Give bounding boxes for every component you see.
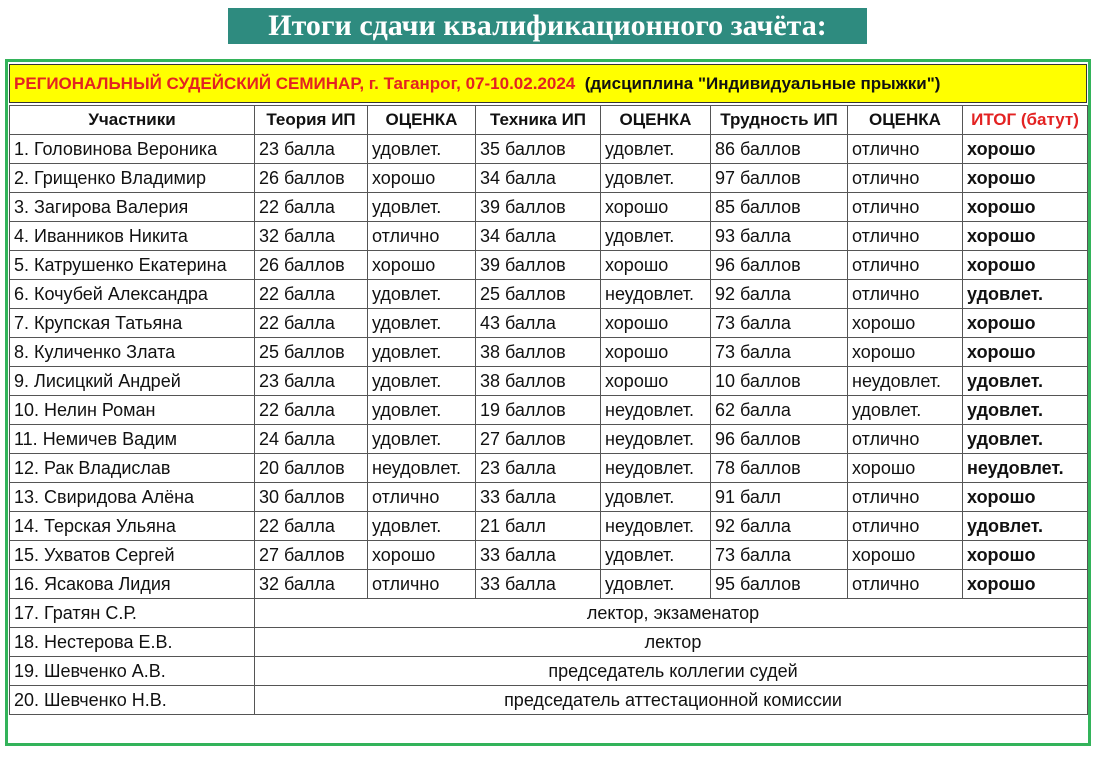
- difficulty-score: 10 баллов: [711, 367, 848, 396]
- theory-score: 23 балла: [255, 135, 368, 164]
- difficulty-score: 96 баллов: [711, 425, 848, 454]
- technique-score: 43 балла: [476, 309, 601, 338]
- final-result: хорошо: [963, 483, 1088, 512]
- theory-grade: удовлет.: [368, 338, 476, 367]
- col-theory-grade: ОЦЕНКА: [368, 106, 476, 135]
- table-row: [10, 193, 1088, 222]
- theory-grade: удовлет.: [368, 309, 476, 338]
- difficulty-grade: удовлет.: [848, 396, 963, 425]
- technique-grade: удовлет.: [601, 483, 711, 512]
- difficulty-grade: отлично: [848, 222, 963, 251]
- final-result: удовлет.: [963, 512, 1088, 541]
- technique-score: 33 балла: [476, 541, 601, 570]
- theory-score: 22 балла: [255, 396, 368, 425]
- technique-grade: неудовлет.: [601, 512, 711, 541]
- col-technique-grade: ОЦЕНКА: [601, 106, 711, 135]
- final-result: хорошо: [963, 164, 1088, 193]
- difficulty-score: 96 баллов: [711, 251, 848, 280]
- table-row: [10, 280, 1088, 309]
- results-table: [9, 105, 1088, 715]
- difficulty-score: 73 балла: [711, 309, 848, 338]
- theory-grade: хорошо: [368, 164, 476, 193]
- header-row: [10, 106, 1088, 135]
- participant-name: 11. Немичев Вадим: [10, 425, 255, 454]
- participant-name: 1. Головинова Вероника: [10, 135, 255, 164]
- difficulty-grade: отлично: [848, 164, 963, 193]
- difficulty-grade: отлично: [848, 135, 963, 164]
- technique-grade: неудовлет.: [601, 280, 711, 309]
- technique-grade: удовлет.: [601, 541, 711, 570]
- technique-score: 21 балл: [476, 512, 601, 541]
- difficulty-score: 97 баллов: [711, 164, 848, 193]
- participant-name: 12. Рак Владислав: [10, 454, 255, 483]
- theory-score: 26 баллов: [255, 164, 368, 193]
- theory-score: 32 балла: [255, 222, 368, 251]
- table-row: [10, 309, 1088, 338]
- seminar-banner: [9, 64, 1087, 103]
- theory-grade: удовлет.: [368, 280, 476, 309]
- banner-seminar-title: РЕГИОНАЛЬНЫЙ СУДЕЙСКИЙ СЕМИНАР, г. Таганрог, 07-10.02.2024: [14, 74, 576, 93]
- technique-grade: неудовлет.: [601, 425, 711, 454]
- difficulty-score: 93 балла: [711, 222, 848, 251]
- technique-score: 27 баллов: [476, 425, 601, 454]
- theory-grade: отлично: [368, 222, 476, 251]
- theory-score: 22 балла: [255, 512, 368, 541]
- technique-grade: неудовлет.: [601, 454, 711, 483]
- theory-score: 30 баллов: [255, 483, 368, 512]
- final-result: хорошо: [963, 570, 1088, 599]
- table-row: [10, 512, 1088, 541]
- theory-grade: удовлет.: [368, 425, 476, 454]
- final-result: хорошо: [963, 251, 1088, 280]
- technique-grade: удовлет.: [601, 570, 711, 599]
- difficulty-score: 73 балла: [711, 541, 848, 570]
- difficulty-score: 85 баллов: [711, 193, 848, 222]
- col-technique: Техника ИП: [476, 106, 601, 135]
- table-row: [10, 599, 1088, 628]
- theory-score: 22 балла: [255, 193, 368, 222]
- staff-name: 17. Гратян С.Р.: [10, 599, 255, 628]
- difficulty-score: 62 балла: [711, 396, 848, 425]
- technique-grade: хорошо: [601, 251, 711, 280]
- difficulty-score: 86 баллов: [711, 135, 848, 164]
- table-row: [10, 541, 1088, 570]
- staff-name: 19. Шевченко А.В.: [10, 657, 255, 686]
- difficulty-grade: отлично: [848, 193, 963, 222]
- table-row: [10, 628, 1088, 657]
- theory-grade: хорошо: [368, 541, 476, 570]
- technique-score: 34 балла: [476, 222, 601, 251]
- theory-grade: отлично: [368, 483, 476, 512]
- table-row: [10, 425, 1088, 454]
- col-difficulty: Трудность ИП: [711, 106, 848, 135]
- final-result: хорошо: [963, 309, 1088, 338]
- difficulty-grade: отлично: [848, 483, 963, 512]
- theory-score: 27 баллов: [255, 541, 368, 570]
- table-row: [10, 483, 1088, 512]
- theory-score: 26 баллов: [255, 251, 368, 280]
- table-row: [10, 396, 1088, 425]
- difficulty-score: 92 балла: [711, 512, 848, 541]
- difficulty-grade: отлично: [848, 280, 963, 309]
- staff-name: 20. Шевченко Н.В.: [10, 686, 255, 715]
- final-result: неудовлет.: [963, 454, 1088, 483]
- table-row: [10, 686, 1088, 715]
- difficulty-score: 73 балла: [711, 338, 848, 367]
- technique-score: 39 баллов: [476, 193, 601, 222]
- theory-score: 25 баллов: [255, 338, 368, 367]
- difficulty-grade: отлично: [848, 570, 963, 599]
- table-row: [10, 222, 1088, 251]
- theory-grade: хорошо: [368, 251, 476, 280]
- difficulty-score: 92 балла: [711, 280, 848, 309]
- technique-score: 35 баллов: [476, 135, 601, 164]
- participant-name: 4. Иванников Никита: [10, 222, 255, 251]
- participant-name: 7. Крупская Татьяна: [10, 309, 255, 338]
- technique-grade: неудовлет.: [601, 396, 711, 425]
- technique-score: 19 баллов: [476, 396, 601, 425]
- final-result: хорошо: [963, 222, 1088, 251]
- final-result: хорошо: [963, 193, 1088, 222]
- table-row: [10, 657, 1088, 686]
- table-row: [10, 454, 1088, 483]
- participant-name: 15. Ухватов Сергей: [10, 541, 255, 570]
- theory-score: 32 балла: [255, 570, 368, 599]
- staff-role: председатель аттестационной комиссии: [255, 686, 1088, 715]
- col-final-result: ИТОГ (батут): [963, 106, 1088, 135]
- difficulty-grade: отлично: [848, 425, 963, 454]
- final-result: хорошо: [963, 338, 1088, 367]
- theory-score: 23 балла: [255, 367, 368, 396]
- technique-score: 38 баллов: [476, 367, 601, 396]
- difficulty-grade: неудовлет.: [848, 367, 963, 396]
- page-title: Итоги сдачи квалификационного зачёта:: [228, 8, 867, 44]
- difficulty-grade: хорошо: [848, 338, 963, 367]
- participant-name: 13. Свиридова Алёна: [10, 483, 255, 512]
- technique-grade: хорошо: [601, 367, 711, 396]
- final-result: удовлет.: [963, 280, 1088, 309]
- theory-grade: удовлет.: [368, 193, 476, 222]
- theory-score: 24 балла: [255, 425, 368, 454]
- difficulty-score: 78 баллов: [711, 454, 848, 483]
- technique-score: 23 балла: [476, 454, 601, 483]
- final-result: удовлет.: [963, 425, 1088, 454]
- final-result: удовлет.: [963, 367, 1088, 396]
- participant-name: 10. Нелин Роман: [10, 396, 255, 425]
- col-participants: Участники: [10, 106, 255, 135]
- staff-name: 18. Нестерова Е.В.: [10, 628, 255, 657]
- theory-score: 22 балла: [255, 309, 368, 338]
- technique-score: 34 балла: [476, 164, 601, 193]
- participant-name: 6. Кочубей Александра: [10, 280, 255, 309]
- technique-grade: удовлет.: [601, 222, 711, 251]
- table-row: [10, 135, 1088, 164]
- final-result: удовлет.: [963, 396, 1088, 425]
- technique-score: 39 баллов: [476, 251, 601, 280]
- theory-grade: неудовлет.: [368, 454, 476, 483]
- difficulty-grade: хорошо: [848, 309, 963, 338]
- technique-grade: хорошо: [601, 309, 711, 338]
- difficulty-score: 91 балл: [711, 483, 848, 512]
- col-difficulty-grade: ОЦЕНКА: [848, 106, 963, 135]
- final-result: хорошо: [963, 541, 1088, 570]
- difficulty-grade: отлично: [848, 251, 963, 280]
- technique-score: 38 баллов: [476, 338, 601, 367]
- table-row: [10, 164, 1088, 193]
- technique-score: 33 балла: [476, 483, 601, 512]
- technique-grade: удовлет.: [601, 164, 711, 193]
- technique-score: 25 баллов: [476, 280, 601, 309]
- staff-role: лектор, экзаменатор: [255, 599, 1088, 628]
- theory-score: 20 баллов: [255, 454, 368, 483]
- participant-name: 9. Лисицкий Андрей: [10, 367, 255, 396]
- theory-grade: удовлет.: [368, 367, 476, 396]
- participant-name: 14. Терская Ульяна: [10, 512, 255, 541]
- theory-grade: отлично: [368, 570, 476, 599]
- participant-name: 8. Куличенко Злата: [10, 338, 255, 367]
- technique-score: 33 балла: [476, 570, 601, 599]
- difficulty-grade: хорошо: [848, 454, 963, 483]
- col-theory: Теория ИП: [255, 106, 368, 135]
- table-row: [10, 338, 1088, 367]
- theory-grade: удовлет.: [368, 135, 476, 164]
- staff-role: председатель коллегии судей: [255, 657, 1088, 686]
- difficulty-grade: хорошо: [848, 541, 963, 570]
- participant-name: 16. Ясакова Лидия: [10, 570, 255, 599]
- theory-score: 22 балла: [255, 280, 368, 309]
- banner-discipline: (дисциплина "Индивидуальные прыжки"): [584, 74, 941, 93]
- participant-name: 2. Грищенко Владимир: [10, 164, 255, 193]
- technique-grade: хорошо: [601, 193, 711, 222]
- participant-name: 3. Загирова Валерия: [10, 193, 255, 222]
- technique-grade: удовлет.: [601, 135, 711, 164]
- theory-grade: удовлет.: [368, 512, 476, 541]
- difficulty-score: 95 баллов: [711, 570, 848, 599]
- participant-name: 5. Катрушенко Екатерина: [10, 251, 255, 280]
- technique-grade: хорошо: [601, 338, 711, 367]
- difficulty-grade: отлично: [848, 512, 963, 541]
- table-row: [10, 367, 1088, 396]
- table-row: [10, 251, 1088, 280]
- final-result: хорошо: [963, 135, 1088, 164]
- table-row: [10, 570, 1088, 599]
- theory-grade: удовлет.: [368, 396, 476, 425]
- staff-role: лектор: [255, 628, 1088, 657]
